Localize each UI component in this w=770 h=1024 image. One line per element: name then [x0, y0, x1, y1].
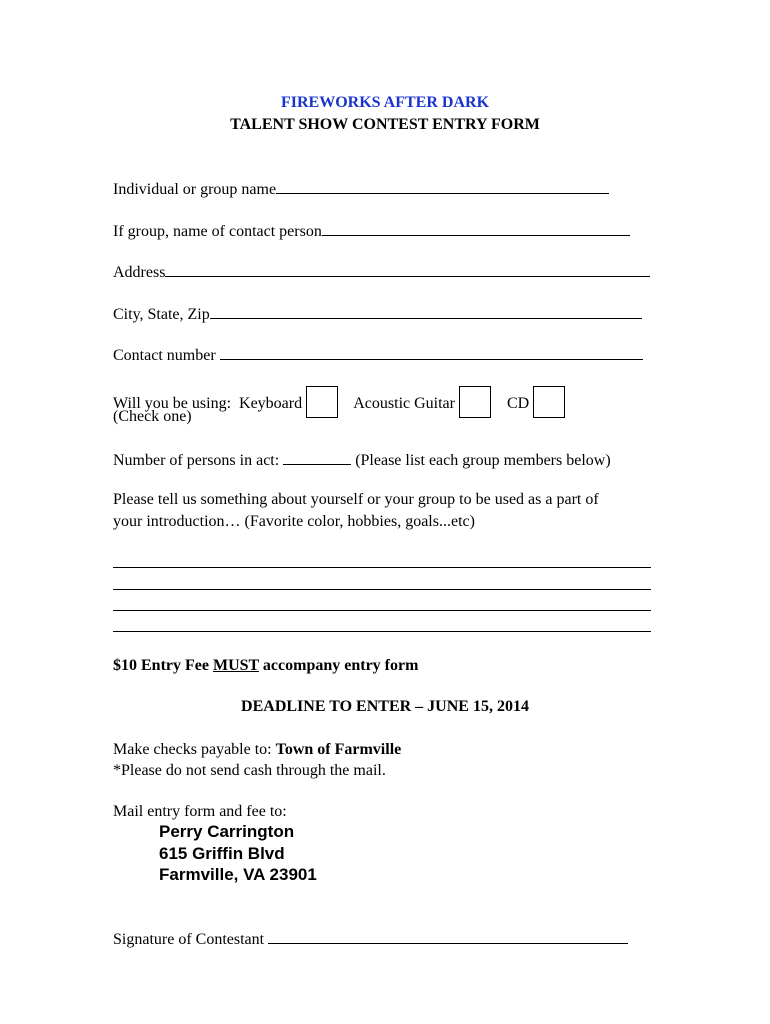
equipment-prompt: Will you be using:: [113, 395, 232, 412]
payment-line: [113, 740, 401, 760]
keyboard-option-label: Keyboard: [239, 395, 303, 412]
contact-field-row: [113, 220, 630, 242]
deadline-notice: DEADLINE TO ENTER – JUNE 15, 2014: [241, 698, 529, 715]
guitar-option-label: Acoustic Guitar: [353, 395, 455, 412]
phone-field-label: Contact number: [113, 347, 216, 364]
intro-answer-line[interactable]: [113, 589, 651, 590]
phone-field-row: [113, 344, 643, 366]
contact-field-blank[interactable]: [322, 220, 630, 236]
address-field-blank[interactable]: [165, 261, 650, 277]
signature-blank[interactable]: [268, 928, 628, 944]
mailing-name: Perry Carrington: [159, 822, 295, 841]
city-field-blank[interactable]: [210, 303, 642, 319]
persons-row: [113, 449, 611, 471]
form-subtitle: TALENT SHOW CONTEST ENTRY FORM: [230, 116, 540, 133]
form-title: FIREWORKS AFTER DARK: [280, 94, 490, 111]
name-field-label: Individual or group name: [113, 181, 277, 198]
name-field-blank[interactable]: [276, 178, 609, 194]
cd-checkbox[interactable]: [533, 386, 565, 418]
equipment-note: (Check one): [113, 408, 192, 425]
city-field-row: [113, 303, 642, 325]
entry-fee-notice: [113, 656, 418, 676]
intro-line-2: your introduction… (Favorite color, hobbies, goals...etc): [113, 513, 475, 530]
city-field-label: City, State, Zip: [113, 306, 210, 323]
signature-row: [113, 928, 628, 950]
contact-field-label: If group, name of contact person: [113, 223, 322, 240]
entry-fee-prefix: $10 Entry Fee: [113, 657, 213, 674]
persons-label: Number of persons in act:: [113, 452, 280, 469]
payment-label: Make checks payable to:: [113, 741, 276, 758]
cd-option-label: CD: [506, 395, 530, 412]
mailing-city: Farmville, VA 23901: [159, 865, 317, 884]
payee-name: Town of Farmville: [275, 741, 402, 758]
persons-blank[interactable]: [283, 449, 351, 465]
address-field-row: [113, 261, 650, 283]
mailing-street: 615 Griffin Blvd: [159, 844, 285, 863]
name-field-row: [113, 178, 609, 200]
intro-answer-line[interactable]: [113, 610, 651, 611]
intro-line-1: Please tell us something about yourself or your group to be used as a part of: [113, 491, 599, 508]
address-field-label: Address: [113, 264, 166, 281]
intro-answer-line[interactable]: [113, 567, 651, 568]
cash-note: *Please do not send cash through the mail.: [113, 762, 386, 779]
guitar-checkbox[interactable]: [459, 386, 491, 418]
intro-answer-line[interactable]: [113, 631, 651, 632]
phone-field-blank[interactable]: [220, 344, 643, 360]
entry-fee-suffix: accompany entry form: [258, 657, 419, 674]
persons-note: (Please list each group members below): [355, 452, 611, 469]
signature-label: Signature of Contestant: [113, 931, 265, 948]
keyboard-checkbox[interactable]: [306, 386, 338, 418]
entry-fee-emphasis: MUST: [212, 657, 259, 674]
mailing-label: Mail entry form and fee to:: [113, 803, 287, 820]
